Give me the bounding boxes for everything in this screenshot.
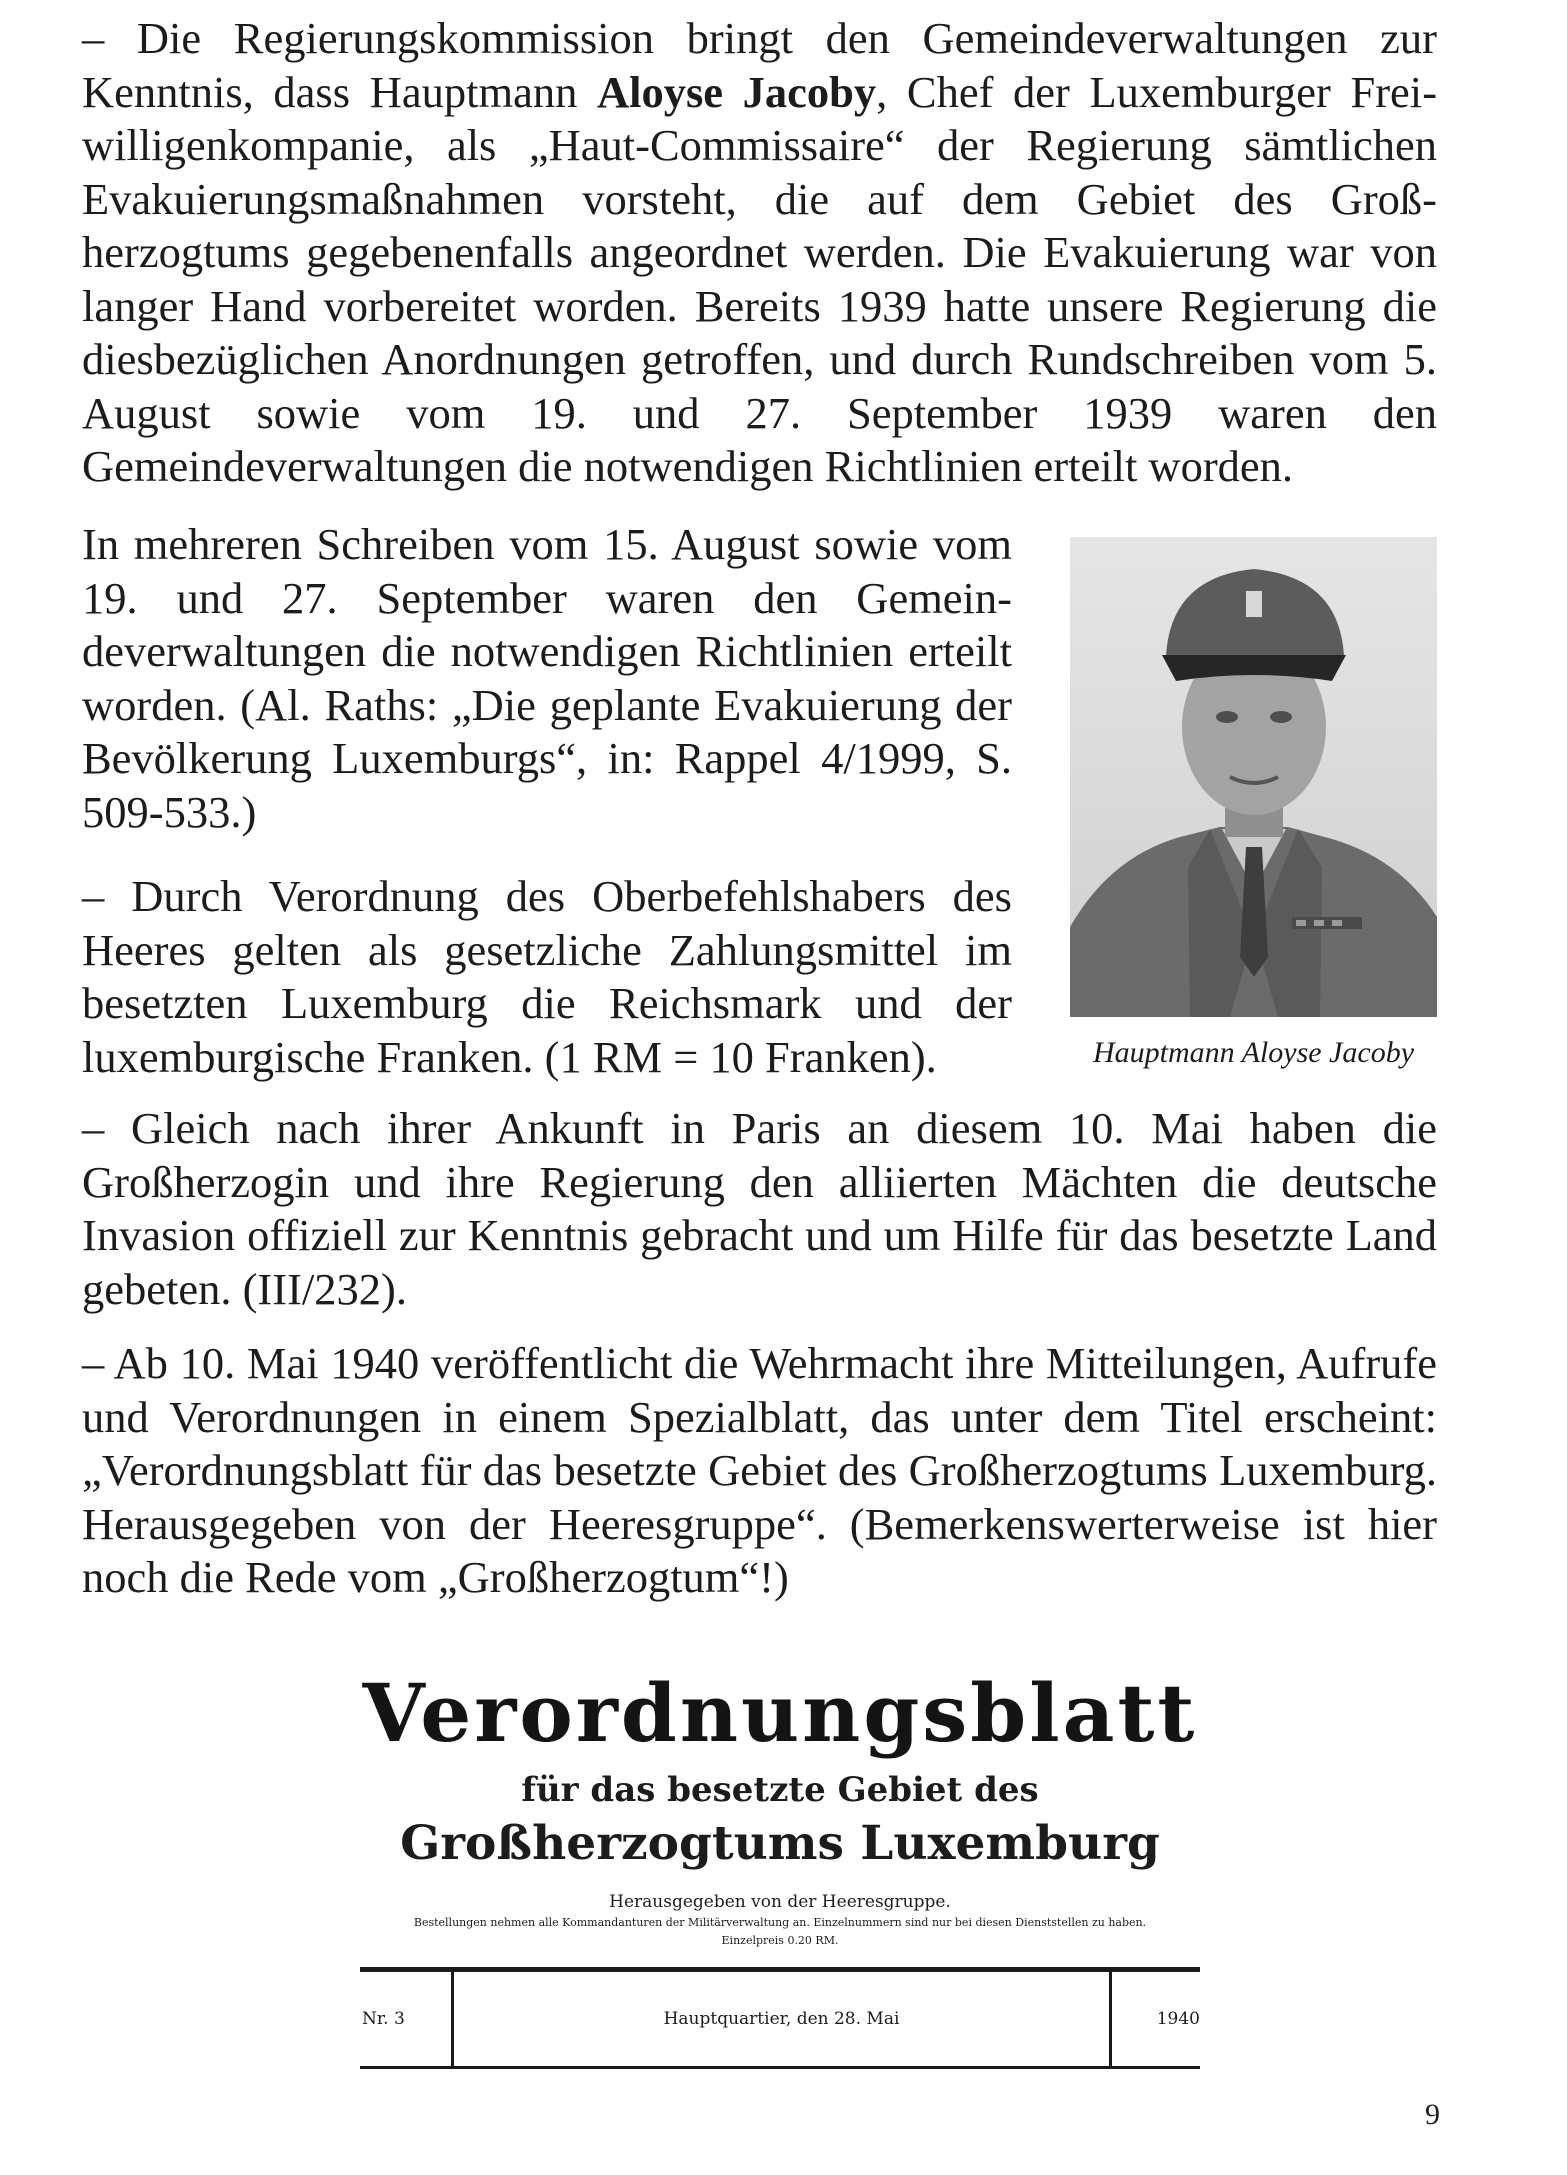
photo-caption: Hauptmann Aloyse Jacoby bbox=[1092, 1036, 1415, 1069]
paragraph-paris: – Gleich nach ihrer Ankunft in Paris an diesem 10. Mai haben die Großherzogin und ihre Regierung den alliierten Mächten die deutsche Invasion offiziell zur Kenntnis gebracht und um Hilfe für das besetzte Land gebeten. (III/232). bbox=[82, 1103, 1437, 1314]
verordnungsblatt-masthead bbox=[360, 1665, 1200, 2069]
issue-year: 1940 bbox=[1156, 2009, 1200, 2029]
masthead-title: Verordnungsblatt bbox=[362, 1666, 1198, 1760]
masthead-price: Einzelpreis 0.20 RM. bbox=[721, 1934, 839, 1947]
paragraph-text-start: – Die Regierungskommission bringt den Gemeindeverwaltungen zur Kenntnis, dass Hauptmann bbox=[82, 13, 1437, 117]
portrait-photo bbox=[1070, 537, 1437, 1017]
page-number: 9 bbox=[1425, 2098, 1440, 2131]
masthead-publisher: Herausgegeben von der Heeresgruppe. bbox=[609, 1892, 951, 1912]
issue-number: Nr. 3 bbox=[362, 2009, 405, 2029]
paragraph-letters: In mehreren Schreiben vom 15. August sowie vom 19. und 27. September waren den Gemeindeverwaltungen die notwendigen Richtlinien erteilt worden. (Al. Raths: „Die geplante Evakuierung der Bevölkerung Luxemburgs“, in: Rappel 4/1999, S. 509-533.) bbox=[82, 519, 1012, 837]
masthead-fine-print: Bestellungen nehmen alle Kommandanturen der Militärverwaltung an. Einzelnummern sind nur bei diesen Dienststellen zu haben. bbox=[413, 1916, 1147, 1929]
masthead-issue-row bbox=[360, 1967, 1200, 2069]
paragraph-currency: – Durch Verordnung des Oberbefehlshabers des Heeres gelten als gesetzliche Zahlungsmittel im besetzten Luxemburg die Reichsmark und der luxemburgische Franken. (1 RM = 10 Franken). bbox=[82, 871, 1012, 1082]
paragraph-wehrmacht: – Ab 10. Mai 1940 veröffentlicht die Wehrmacht ihre Mitteilungen, Aufrufe und Verordnungen in einem Spezialblatt, das unter dem Titel erscheint: „Verordnungsblatt für das besetzte Gebiet des Großherzogtums Luxemburg. Herausgegeben von der Heeresgruppe“. (Bemerkenswerterweise ist hier noch die Rede vom „Großherzogtum“!) bbox=[82, 1338, 1437, 1602]
masthead-subtitle-2: Großherzogtums Luxemburg bbox=[400, 1816, 1160, 1871]
portrait-figure bbox=[1070, 537, 1437, 1071]
issue-place-date: Hauptquartier, den 28. Mai bbox=[451, 1972, 1112, 2066]
masthead-subtitle-1: für das besetzte Gebiet des bbox=[521, 1770, 1039, 1810]
paragraph-text-end: , Chef der Luxemburger Freiwilligenkompanie, als „Haut-Commissaire“ der Regierung sämtlichen Evakuierungsmaßnahmen vorsteht, die auf dem Gebiet des Großherzogtums gegebenenfalls angeordnet werden. Die Evakuierung war von langer Hand vorbereitet worden. Bereits 1939 hatte unsere Regierung die diesbezüglichen Anordnungen getroffen, und durch Rundschreiben vom 5. August sowie vom 19. und 27. September 1939 waren den Gemeindeverwaltungen die notwendigen Richtlinien erteilt worden. bbox=[82, 66, 1438, 491]
name-aloyse-jacoby: Aloyse Jacoby bbox=[596, 66, 877, 117]
paragraph-commission-notice bbox=[82, 12, 1437, 494]
